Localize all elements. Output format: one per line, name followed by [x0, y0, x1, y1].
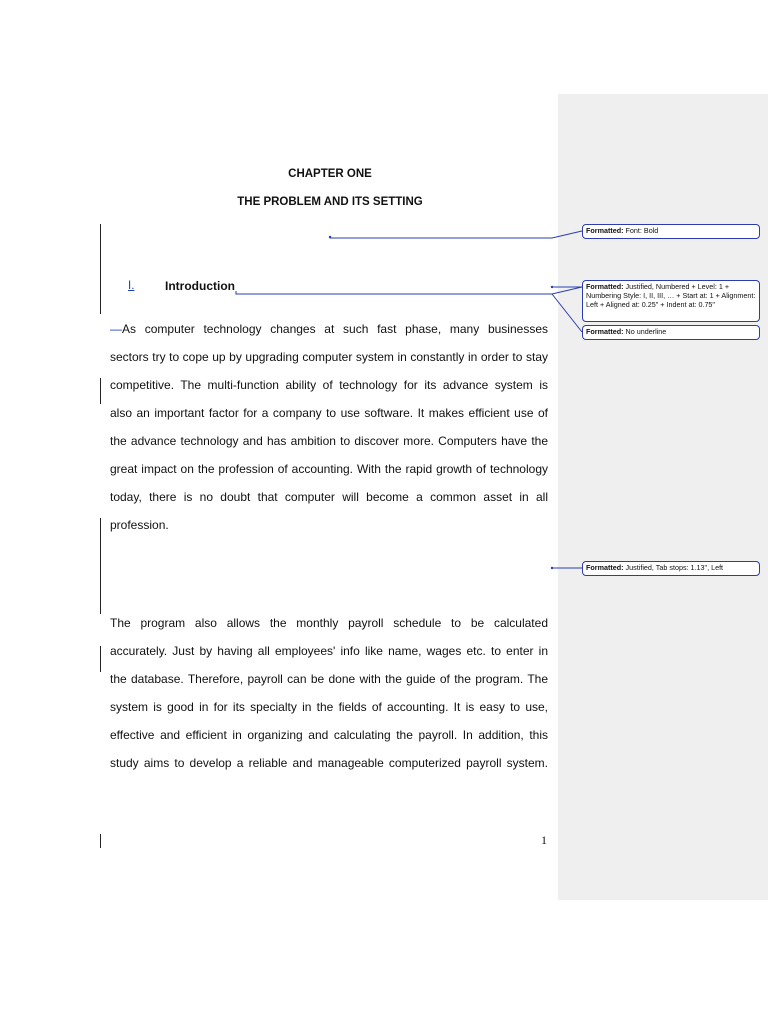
chapter-subtitle: THE PROBLEM AND ITS SETTING	[237, 196, 423, 208]
paragraph-line: The program also allows the monthly payroll schedule to be calculated	[110, 616, 548, 630]
change-bar	[100, 518, 101, 614]
paragraph-line: accurately. Just by having all employees' info like name, wages etc. to enter in	[110, 644, 548, 658]
change-bar	[100, 834, 101, 848]
paragraph-1[interactable]	[110, 315, 548, 539]
paragraph-line: —As computer technology changes at such fast phase, many businesses	[110, 322, 548, 336]
paragraph-line: also an important factor for a company to use software. It makes efficient use of	[110, 406, 548, 420]
comment-balloon[interactable]: Formatted: Justified, Tab stops: 1.13", Left	[582, 561, 760, 576]
paragraph-line: profession.	[110, 518, 169, 532]
comment-balloon[interactable]: Formatted: No underline	[582, 325, 760, 340]
paragraph-line: sectors try to cope up by upgrading computer system in constantly in order to stay	[110, 350, 548, 364]
comment-margin-pane	[558, 94, 768, 900]
change-bar	[100, 224, 101, 314]
chapter-title: CHAPTER ONE	[288, 168, 372, 180]
paragraph-line: effective and efficient in organizing and calculating the payroll. In addition, this	[110, 728, 548, 742]
comment-balloon[interactable]: Formatted: Font: Bold	[582, 224, 760, 239]
paragraph-line: today, there is no doubt that computer will become a common asset in all	[110, 490, 548, 504]
paragraph-line: the database. Therefore, payroll can be done with the guide of the program. The	[110, 672, 548, 686]
section-title: Introduction	[165, 279, 235, 293]
section-number: I.	[128, 280, 135, 292]
paragraph-line: the advance technology and has ambition to discover more. Computers have the	[110, 434, 548, 448]
change-bar	[100, 378, 101, 404]
change-bar	[100, 646, 101, 672]
paragraph-2[interactable]	[110, 609, 548, 777]
comment-balloon[interactable]: Formatted: Justified, Numbered + Level: 1 + Numbering Style: I, II, III, … + Start at: 1 + Alignment: Left + Aligned at: 0.25" + Indent at: 0.75"	[582, 280, 760, 322]
paragraph-line: study aims to develop a reliable and manageable computerized payroll system.	[110, 756, 548, 770]
paragraph-line: great impact on the profession of accounting. With the rapid growth of technology	[110, 462, 548, 476]
page-number: 1	[541, 833, 547, 847]
paragraph-line: system is good in for its specialty in the fields of accounting. It is easy to use,	[110, 700, 548, 714]
paragraph-line: competitive. The multi-function ability of technology for its advance system is	[110, 378, 548, 392]
